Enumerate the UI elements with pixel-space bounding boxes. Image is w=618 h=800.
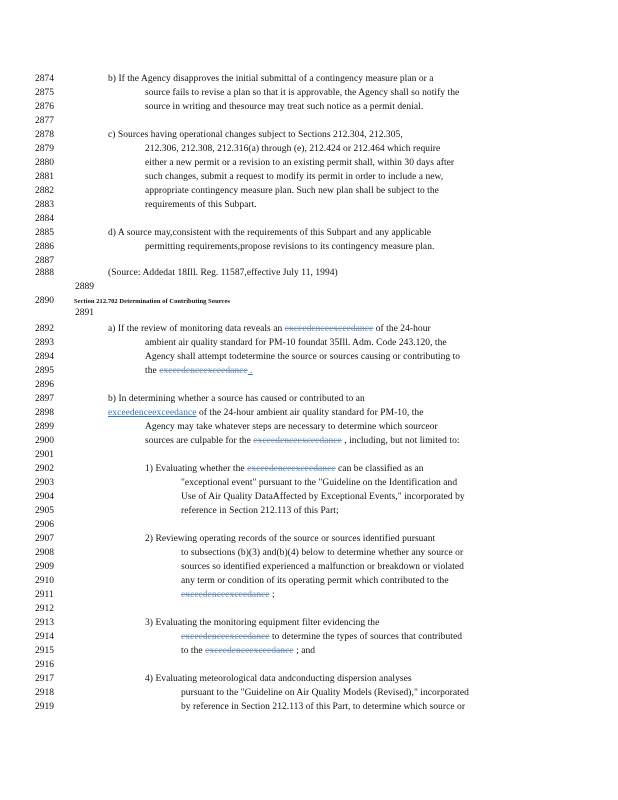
deleted-text: exceedenceexceedance (247, 464, 336, 474)
line-number: 2906 (35, 520, 54, 530)
text-line (108, 268, 338, 279)
text-segment: to the (181, 646, 206, 656)
line-number: 2908 (35, 548, 54, 558)
text-line (145, 102, 423, 113)
text-line (145, 172, 443, 183)
text-segment: of the 24-hour ambient air quality standard for PM-10, the (196, 408, 424, 418)
text-segment: c) Sources having operational changes subject to Sections 212.304, 212.305, (108, 130, 403, 140)
text-segment: by reference in Section 212.113 of this Part, to determine which source or (181, 702, 466, 712)
text-segment: either a new permit or a revision to an existing permit shall, within 30 days after (145, 158, 455, 168)
text-line (181, 702, 465, 713)
text-segment: to subsections (b)(3) and(b)(4) below to determine whether any source or (181, 548, 464, 558)
line-number: 2909 (35, 562, 54, 572)
text-line (145, 618, 379, 629)
line-number: 2892 (35, 324, 54, 334)
text-segment: sources so identified experienced a malfunction or breakdown or violated (181, 562, 464, 572)
line-number: 2882 (35, 186, 54, 196)
text-segment: ; and (293, 646, 316, 656)
line-number: 2880 (35, 158, 54, 168)
line-number: 2910 (35, 576, 54, 586)
text-line (145, 534, 435, 545)
line-number: 2916 (35, 660, 54, 670)
text-line (181, 506, 339, 517)
line-number: 2907 (35, 534, 54, 544)
section-heading (74, 296, 230, 307)
text-line (181, 478, 457, 489)
line-number: 2912 (35, 604, 54, 614)
line-number: 2901 (35, 450, 54, 460)
text-line (145, 352, 460, 363)
line-number: 2874 (35, 74, 54, 84)
line-number: 2881 (35, 172, 54, 182)
text-line (181, 590, 275, 601)
text-segment: Agency shall attempt todetermine the source or sources causing or contributing to (145, 352, 461, 362)
line-number: 2903 (35, 478, 54, 488)
text-segment: 1) Evaluating whether the (145, 464, 248, 474)
text-line (145, 366, 253, 377)
line-number: 2897 (35, 394, 54, 404)
inserted-text: . (247, 366, 253, 376)
line-number: 2889 (75, 282, 94, 292)
line-number: 2895 (35, 366, 54, 376)
text-line (181, 576, 449, 587)
line-number: 2911 (35, 590, 54, 600)
deleted-text: exceedenceexceedance (253, 436, 342, 446)
text-line (145, 422, 438, 433)
text-line (181, 562, 464, 573)
text-segment: 3) Evaluating the monitoring equipment filter evidencing the (145, 618, 380, 628)
line-number: 2917 (35, 674, 54, 684)
text-segment: any term or condition of its operating permit which contributed to the (181, 576, 449, 586)
text-segment: appropriate contingency measure plan. Such new plan shall be subject to the (145, 186, 439, 196)
deleted-text: exceedenceexceedance (159, 366, 248, 376)
text-line (181, 632, 462, 643)
line-number: 2893 (35, 338, 54, 348)
text-line (145, 436, 460, 447)
text-line (108, 228, 431, 239)
text-segment: b) If the Agency disapproves the initial submittal of a contingency measure plan or a (108, 74, 434, 84)
text-line (108, 324, 431, 335)
line-number: 2919 (35, 702, 54, 712)
text-segment: Agency may take whatever steps are necessary to determine which sourceor (145, 422, 438, 432)
text-segment: requirements of this Subpart. (145, 200, 257, 210)
line-number: 2918 (35, 688, 54, 698)
text-segment: (Source: Addedat 18Ill. Reg. 11587,effective July 11, 1994) (108, 268, 338, 278)
text-segment: such changes, submit a request to modify its permit in order to include a new, (145, 172, 444, 182)
text-segment: of the 24-hour (373, 324, 431, 334)
text-segment: Use of Air Quality DataAffected by Exceptional Events," incorporated by (181, 492, 465, 502)
text-segment: pursuant to the "Guideline on Air Quality Models (Revised)," incorporated (181, 688, 469, 698)
line-number: 2883 (35, 200, 54, 210)
text-segment: "exceptional event" pursuant to the "Guideline on the Identification and (181, 478, 458, 488)
text-segment: reference in Section 212.113 of this Part; (181, 506, 339, 516)
text-line (181, 492, 465, 503)
text-segment: source in writing and thesource may treat such notice as a permit denial. (145, 102, 424, 112)
line-number: 2914 (35, 632, 54, 642)
text-line (181, 688, 469, 699)
text-segment: the (145, 366, 160, 376)
text-line (108, 408, 423, 419)
line-number: 2900 (35, 436, 54, 446)
text-segment: , including, but not limited to: (341, 436, 460, 446)
inserted-text: exceedenceexceedance (108, 408, 197, 418)
line-number: 2890 (35, 296, 54, 306)
text-line (145, 338, 447, 349)
text-line (181, 548, 463, 559)
text-line (108, 74, 434, 85)
text-segment: source fails to revise a plan so that it is approvable, the Agency shall so notify the (145, 88, 460, 98)
text-line (108, 130, 403, 141)
line-number: 2884 (35, 214, 54, 224)
line-number: 2886 (35, 242, 54, 252)
line-number: 2915 (35, 646, 54, 656)
line-number: 2913 (35, 618, 54, 628)
line-number: 2896 (35, 380, 54, 390)
line-number: 2887 (35, 256, 54, 266)
text-line (145, 200, 257, 211)
line-number: 2898 (35, 408, 54, 418)
text-segment: to determine the types of sources that contributed (269, 632, 463, 642)
line-number: 2891 (75, 308, 94, 318)
text-segment: d) A source may,consistent with the requirements of this Subpart and any applicable (108, 228, 432, 238)
text-segment: b) In determining whether a source has caused or contributed to an (108, 394, 365, 404)
text-line (108, 394, 365, 405)
text-line (145, 674, 412, 685)
line-number: 2879 (35, 144, 54, 154)
line-number: 2885 (35, 228, 54, 238)
line-number: 2902 (35, 464, 54, 474)
line-number: 2875 (35, 88, 54, 98)
deleted-text: exceedenceexceedance (284, 324, 374, 334)
line-number: 2904 (35, 492, 54, 502)
text-segment: ; (269, 590, 275, 600)
text-segment: Section 212.702 Determination of Contributing Sources (74, 298, 230, 305)
text-line (145, 186, 439, 197)
line-number: 2894 (35, 352, 54, 362)
line-number: 2905 (35, 506, 54, 516)
text-segment: 2) Reviewing operating records of the source or sources identified pursuant (145, 534, 436, 544)
text-segment: can be classified as an (335, 464, 424, 474)
text-segment: 212.306, 212.308, 212.316(a) through (e), 212.424 or 212.464 which require (145, 144, 441, 154)
text-line (145, 144, 440, 155)
line-number: 2878 (35, 130, 54, 140)
line-number: 2877 (35, 116, 54, 126)
text-segment: ambient air quality standard for PM-10 foundat 35Ill. Adm. Code 243.120, the (145, 338, 447, 348)
text-segment: a) If the review of monitoring data reveals an (108, 324, 285, 334)
line-number: 2888 (35, 268, 54, 278)
text-segment: 4) Evaluating meteorological data andconducting dispersion analyses (145, 674, 412, 684)
text-line (181, 646, 315, 657)
deleted-text: exceedenceexceedance (205, 646, 294, 656)
text-line (145, 242, 434, 253)
text-line (145, 88, 459, 99)
text-segment: permitting requirements,propose revisions to its contingency measure plan. (145, 242, 435, 252)
text-line (145, 158, 454, 169)
deleted-text: exceedenceexceedance (181, 632, 270, 642)
text-segment: sources are culpable for the (145, 436, 254, 446)
line-number: 2899 (35, 422, 54, 432)
text-line (145, 464, 424, 475)
deleted-text: exceedenceexceedance (181, 590, 270, 600)
line-number: 2876 (35, 102, 54, 112)
